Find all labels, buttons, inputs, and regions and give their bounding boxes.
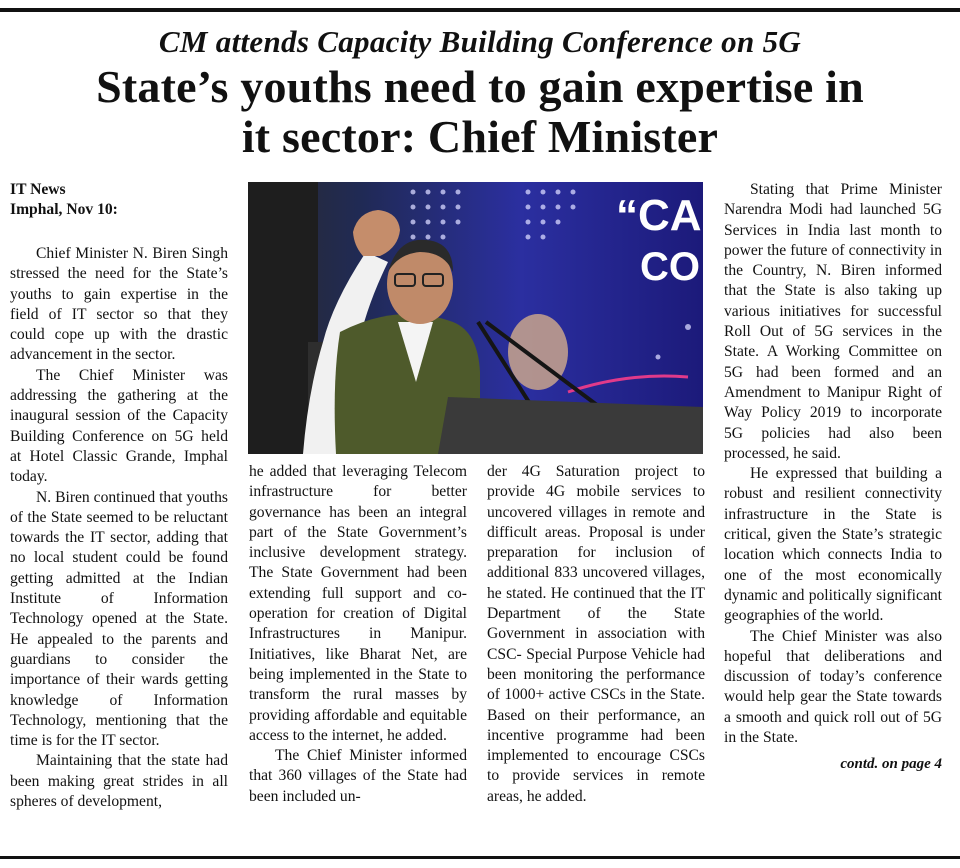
main-headline — [10, 62, 950, 162]
paragraph: Maintaining that the state had been making great strides in all spheres of development, — [10, 752, 228, 811]
article-column-1 — [10, 180, 228, 812]
kicker-headline: CM attends Capacity Building Conference on 5G — [158, 24, 802, 59]
article-column-2 — [249, 462, 467, 807]
backdrop-text-1: “CA — [616, 191, 702, 240]
news-photo — [248, 182, 703, 454]
paragraph: Chief Minister N. Biren Singh stressed the need for the State’s youths to gain expertise in the field of IT sector so that they could cope up with the drastic advancement in the sector. — [10, 245, 228, 364]
paragraph: He expressed that building a robust and resilient connectivity infrastructure in the State is critical, given the State’s strategic location which connects India to one of the most economically dynamic and politically significant geographies of the world. — [724, 465, 942, 625]
paragraph: The Chief Minister was addressing the gathering at the inaugural session of the Capacity Building Conference on 5G held at Hotel Classic Grande, Imphal today. — [10, 366, 228, 486]
bottom-rule — [0, 856, 960, 859]
backdrop-text-2: CO — [640, 245, 700, 289]
dateline-place-date: Imphal, Nov 10: — [10, 201, 118, 218]
paragraph: Stating that Prime Minister Narendra Modi had launched 5G Services in India last month to power the future of connectivity in the Country, N. Biren informed that the State is also taking up various initiatives for successful Roll Out of 5G services in the State. A Working Committee on 5G had been formed and an Amendment to Manipur Right of Way Policy 2019 to incorporate 5G policies had also been processed, he said. — [724, 181, 942, 462]
paragraph: N. Biren continued that youths of the State seemed to be reluctant towards the IT sector, adding that no local student could be found getting admitted at the Indian Institute of Information Technology opened at the State. He appealed to the parents and guardians to consider the importance of their wards getting knowledge of Information Technology, mentioning that the time is for the IT sector. — [10, 488, 228, 750]
headline-line-2: it sector: Chief Minister — [241, 111, 719, 162]
headline-line-1: State’s youths need to gain expertise in — [96, 61, 864, 112]
top-rule — [0, 8, 960, 12]
paragraph: he added that leveraging Telecom infrastructure for better governance has been an integral part of the State Government’s inclusive development strategy. The State Government had been extending full support and co-operation for creation of Digital Infrastructures in Manipur. Initiatives, like Bharat Net, are being implemented in the State to transform the rural masses by providing affordable and equitable access to the internet, he added. — [249, 463, 467, 744]
article-column-3 — [487, 462, 705, 807]
paragraph: The Chief Minister informed that 360 villages of the State had been included un- — [249, 747, 467, 805]
paragraph: der 4G Saturation project to provide 4G mobile services to uncovered villages in remote and difficult areas. Proposal is under preparation for inclusion of additional 833 uncovered villages, he stated. He continued that the IT Department of the State Government in association with CSC- Special Purpose Vehicle had been monitoring the performance of 1000+ active CSCs in the State. Based on their performance, an incentive programme had been implemented to encourage CSCs to provide services in remote areas, he added. — [487, 463, 705, 805]
paragraph: The Chief Minister was also hopeful that deliberations and discussion of today’s conference would help gear the State towards a smooth and quick roll out of 5G in the State. — [724, 627, 942, 747]
continued-on-page: contd. on page 4 — [840, 756, 942, 773]
article-column-4 — [724, 180, 942, 775]
dateline-source: IT News — [10, 181, 66, 198]
